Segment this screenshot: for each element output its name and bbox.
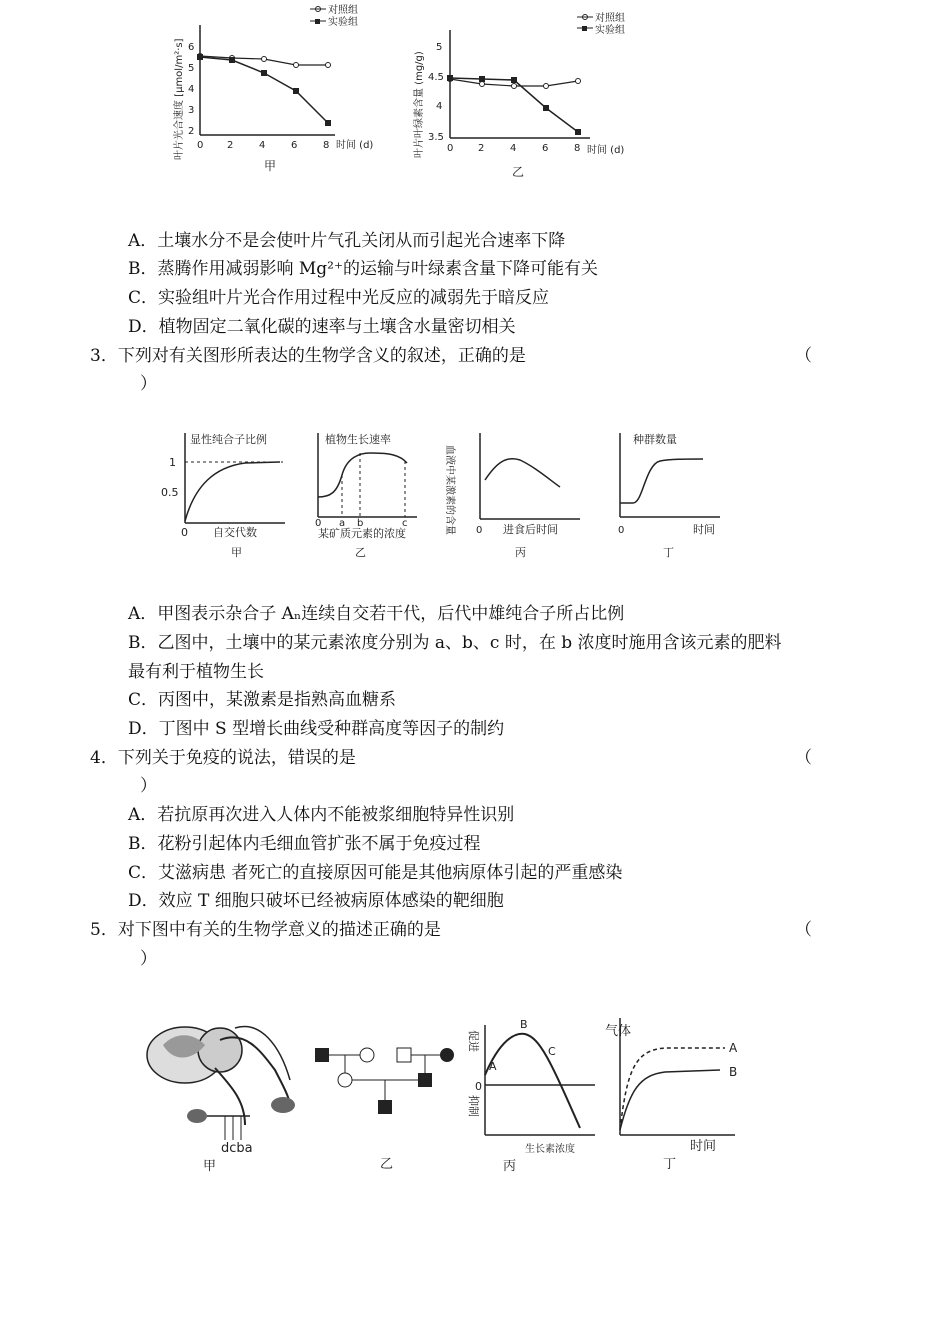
origin: 0 [315,518,322,529]
y-axis-label-1: 气体 [605,1024,632,1039]
figure-photosynthesis-charts [160,0,660,190]
legend-control: 对照组 [328,5,358,16]
q3-option-b-cont: 最有利于植物生长 [128,662,264,682]
xtick: 0 [447,143,454,154]
graph-caption: 乙 [355,546,366,559]
legend-experiment: 实验组 [328,17,358,28]
x-axis-label: 自交代数 [213,526,257,539]
ytick: 3.5 [428,132,444,143]
q3-answer-paren-close: ） [140,374,157,394]
q3-option-c: C．丙图中，某激素是指熟高血糖系 [128,690,397,710]
graph-caption: 丁 [663,546,674,559]
q3-option-d: D．丁图中 S 型增长曲线受种群高度等因子的制约 [128,719,505,739]
tick-c: c [402,518,408,529]
ytick: 2 [188,126,195,137]
graph-bing [444,433,580,559]
q4-answer-paren-close: ） [140,776,157,796]
q4-option-b: B．花粉引起体内毛细血管扩张不属于免疫过程 [128,834,481,854]
point-c: C [548,1045,556,1058]
xtick: 0 [197,140,204,151]
diagram-caption: 甲 [203,1159,217,1174]
graph-title: 植物生长速率 [325,433,391,446]
q5-stem: 5．对下图中有关的生物学意义的描述正确的是 [90,920,441,940]
y-axis-label: 叶片叶绿素含量 (mg/g) [414,51,425,158]
chart-jia [172,3,373,173]
q5-answer-paren-close: ） [140,949,157,969]
q4-option-c: C．艾滋病患 者死亡的直接原因可能是其他病原体引起的严重感染 [128,863,623,883]
ytick: 5 [436,42,443,53]
x-axis-label: 时间 (d) [336,140,374,151]
legend-control: 对照组 [595,13,625,24]
origin: 0 [475,1080,482,1093]
origin: 0 [476,525,483,536]
q4-answer-paren-open: （ [795,748,812,768]
xtick: 6 [542,143,549,154]
xtick: 2 [227,140,234,151]
x-axis-label: 时间 [690,1139,717,1154]
tick-a: a [339,518,346,529]
x-axis-label: 进食后时间 [503,523,558,536]
q2-option-b: B．蒸腾作用减弱影响 Mg²⁺的运输与叶绿素含量下降可能有关 [128,259,598,279]
q4-stem: 4．下列关于免疫的说法，错误的是 [90,748,356,768]
y-axis-label: 血液中某激素的含量 [444,445,455,535]
q4-option-a: A．若抗原再次进入人体内不能被浆细胞特异性识别 [128,805,515,825]
tick-05: 0.5 [161,486,179,499]
graph-yi [315,432,417,559]
curve-a: A [729,1041,738,1055]
graph-ding [618,432,720,559]
xtick: 4 [259,140,266,151]
tick-b: b [357,518,364,529]
q2-option-d: D．植物固定二氧化碳的速率与土壤含水量密切相关 [128,317,516,337]
xtick: 6 [291,140,298,151]
q4-option-d: D．效应 T 细胞只破坏已经被病原体感染的靶细胞 [128,891,504,911]
graph-bing-auxin [467,1018,595,1174]
curve-b: B [729,1065,738,1079]
graph-title: 种群数量 [633,433,677,446]
diagram-yi-pedigree [315,1048,454,1172]
ytick: 4 [188,84,195,95]
q3-answer-paren-open: （ [795,346,812,366]
q2-option-a: A．土壤水分不是会使叶片气孔关闭从而引起光合速率下降 [128,231,566,251]
ytick: 6 [188,42,195,53]
graph-title: 显性纯合子比例 [190,433,267,446]
label-promote: 促进 [467,1030,480,1052]
y-axis-label: 叶片光合速度 [μmol/m²·s] [174,38,185,160]
figure-q3-graphs [155,425,735,570]
q3-option-a: A．甲图表示杂合子 Aₙ连续自交若干代，后代中雄纯合子所占比例 [128,604,625,624]
tick-1: 1 [169,456,176,469]
ytick: 3 [188,105,195,116]
chart-caption: 甲 [264,159,277,173]
xtick: 8 [323,140,330,151]
origin: 0 [181,526,188,539]
chart-yi [412,11,625,179]
x-axis-label: 生长素浓度 [525,1144,575,1155]
legend-experiment: 实验组 [595,25,625,36]
x-axis-label: 时间 (d) [587,145,625,156]
graph-caption: 甲 [231,546,242,559]
point-b: B [520,1018,528,1031]
point-a: A [489,1060,497,1073]
graph-caption: 丁 [663,1157,677,1172]
xtick: 8 [574,143,581,154]
origin: 0 [618,525,625,536]
label-inhibit: 抑制 [467,1095,480,1117]
ytick: 4.5 [428,72,444,83]
q5-answer-paren-open: （ [795,920,812,940]
diagram-caption: 乙 [380,1157,394,1172]
xtick: 4 [510,143,517,154]
x-axis-label: 时间 [693,523,715,536]
labels-dcba: dcba [221,1141,253,1156]
x-axis-label: 某矿质元素的浓度 [318,527,406,540]
graph-jia [161,432,285,559]
graph-caption: 丙 [515,546,526,559]
diagram-jia-reflex-arc [147,1027,295,1174]
q3-stem: 3．下列对有关图形所表达的生物学含义的叙述，正确的是 [90,346,526,366]
q2-option-c: C．实验组叶片光合作用过程中光反应的减弱先于暗反应 [128,288,550,308]
chart-caption: 乙 [512,165,525,179]
figure-q5-graphs [135,1010,755,1180]
xtick: 2 [478,143,485,154]
graph-ding-gas [605,1018,738,1172]
ytick: 4 [436,101,443,112]
q3-option-b: B．乙图中，土壤中的某元素浓度分别为 a、b、c 时，在 b 浓度时施用含该元素的肥料 [128,633,782,653]
graph-caption: 丙 [503,1159,517,1174]
ytick: 5 [188,63,195,74]
